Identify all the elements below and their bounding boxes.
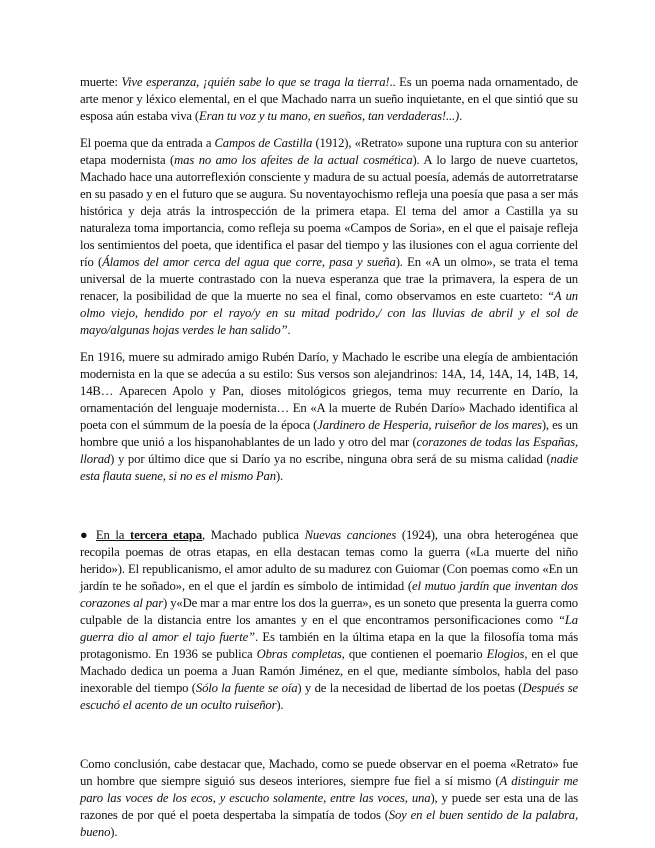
- section-label: En la: [95, 528, 130, 542]
- paragraph-dario: [80, 349, 578, 485]
- text-run: ). En «A un olmo», se trata el tema universal de la muerte contrastado con la nueva esperanza que trae la primavera, la espera de un renacer, la posibilidad de que la muerte no sea el final, como observamos en este cuarteto:: [80, 255, 578, 303]
- quote: Jardinero de Hesperia, ruiseñor de los mares: [317, 418, 542, 432]
- text-run: ), es un hombre que unió a los hispanohablantes de un lado y otro del mar (: [80, 418, 578, 449]
- text-run: ) y de la necesidad de libertad de los poetas (: [297, 681, 523, 695]
- section-label-bold: tercera etapa: [130, 528, 203, 542]
- text-run: ).: [275, 469, 284, 483]
- quote: el mutuo jardín que inventan dos corazones al par: [80, 579, 578, 610]
- quote: Después se escuchó el acento de un oculto ruiseñor: [80, 681, 578, 712]
- text-run: (1924), una obra heterogénea que recopila poemas de otras etapas, en ella destacan temas como la guerra («La muerte del niño herido»). El republicanismo, el amor adulto de su madurez con Guiomar (Con poemas como «En un jardín te he soñado», en el que el jardín es símbolo de intimidad (: [80, 528, 578, 593]
- text-run: ).: [110, 825, 118, 839]
- text-run: El poema que da entrada a: [80, 136, 215, 150]
- text-run: , que contienen el poemario: [341, 647, 487, 661]
- quote: corazones de todas las Españas, llorad: [80, 435, 579, 466]
- book-title: Elogios: [486, 647, 525, 661]
- text-run: ).: [276, 698, 284, 712]
- quote: Sólo la fuente se oía: [195, 681, 298, 695]
- quote: “A un olmo viejo, hendido por el rayo/y en su mitad podrido,/ con las lluvias de abril y el sol de mayo/algunas hojas verdes le han salido”: [80, 289, 579, 337]
- text-run: muerte:: [80, 75, 122, 89]
- paragraph-tercera-etapa: [80, 527, 578, 714]
- book-title: Obras completas: [256, 647, 342, 661]
- quote: “La guerra dio al amor el tajo fuerte”: [80, 613, 578, 644]
- text-run: , Machado publica: [202, 528, 305, 542]
- quote: Vive esperanza, ¡quién sabe lo que se traga la tierra!: [121, 75, 390, 89]
- quote: Soy en el buen sentido de la palabra, bueno: [80, 808, 578, 839]
- text-run: (1912), «Retrato» supone una ruptura con su anterior etapa modernista (: [80, 136, 579, 167]
- quote: Álamos del amor cerca del agua que corre, pasa y sueña: [102, 255, 396, 269]
- text-run: .. Es un poema nada ornamentado, de arte menor y léxico elemental, en el que Machado narra un sueño inquietante, en el que sintió que su esposa aún estaba viva (: [80, 75, 578, 123]
- quote: mas no amo los afeites de la actual cosmética: [174, 153, 413, 167]
- text-run: , en el que Machado dedica un poema a Juan Ramón Jiménez, en el que, mediante símbolos, habla del paso inexorable del tiempo (: [80, 647, 578, 695]
- text-run: ), y puede ser esta una de las razones de por qué el poeta despertaba la simpatía de todos (: [80, 791, 578, 822]
- paragraph-retrato: [80, 135, 578, 339]
- document-page: [80, 74, 578, 841]
- text-run: .: [287, 323, 291, 337]
- quote: Eran tu voz y tu mano, en sueños, tan verdaderas!...): [199, 109, 460, 123]
- text-run: Como conclusión, cabe destacar que, Machado, como se puede observar en el poema «Retrato» fue un hombre que siempre siguió sus deseos interiores, siempre fue fiel a sí mismo (: [80, 757, 578, 788]
- text-run: En 1916, muere su admirado amigo Rubén Darío, y Machado le escribe una elegía de ambientación modernista en la que se adecúa a su estilo: Sus versos son alejandrinos: 14A, 14, 14A, 14, 14B, 14, 14B… Aparecen Apolo y Pan, dioses mitológicos griegos, tema muy recurrente en Darío, la ornamentación del lenguaje modernista… En «A la muerte de Rubén Darío» Machado identifica al poeta con el súmmum de la poesía de la época (: [80, 350, 578, 432]
- text-run: .: [459, 109, 463, 123]
- paragraph-intro: [80, 74, 578, 125]
- bullet-icon: ●: [80, 528, 96, 542]
- text-run: ) y«De mar a mar entre los dos la guerra», es un soneto que presenta la guerra como culpable de la distancia entre los amantes y en el que encontramos personificaciones como: [80, 596, 578, 627]
- book-title: Nuevas canciones: [304, 528, 397, 542]
- text-run: ) y por último dice que si Darío ya no escribe, ninguna obra será de su misma calidad (: [110, 452, 551, 466]
- quote: nadie esta flauta suene, si no es el mismo Pan: [80, 452, 578, 483]
- book-title: Campos de Castilla: [214, 136, 313, 150]
- quote: A distinguir me paro las voces de los ecos, y escucho solamente, entre las voces, una: [80, 774, 578, 805]
- paragraph-conclusion: [80, 756, 578, 841]
- text-run: . Es también en la última etapa en la que la filosofía toma más protagonismo. En 1936 se publica: [80, 630, 578, 661]
- text-run: ). A lo largo de nueve cuartetos, Machado hace una autorreflexión consciente y madura de su actual poesía, además de autorretratarse en su pasado y en el futuro que se augura. Su noventayochismo refleja una poesía que pasa a ser más histórica y deja atrás la introspección de la primera etapa. El tema del amor a Castilla ya su naturaleza toma importancia, como refleja su poema «Campos de Soria», en el que el paisaje refleja los sentimientos del poeta, que identifica el pasar del tiempo y las ilusiones con el agua corriente del río (: [80, 153, 578, 269]
